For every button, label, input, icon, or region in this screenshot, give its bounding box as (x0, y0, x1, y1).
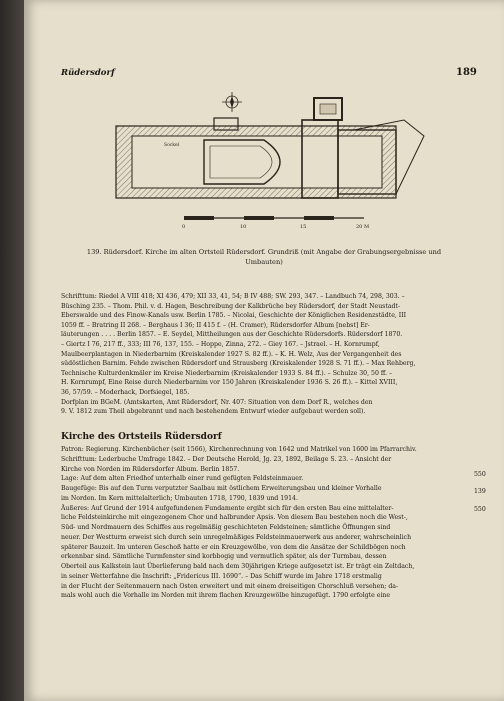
text-line: Baugefüge: Bis auf den Turm verputzter Saalbau mit östlichem Erweiterungsbau und kleiner Vorhalle (61, 485, 382, 492)
sources-line: läuterungen . . . . Berlin 1857. – E. Seydel, Mittheilungen aus der Geschichte Rüdersdorfs. Rüdersdorf 1870. (61, 331, 403, 339)
sources-line: Dorfplan im BGeM. (Amtskarten, Amt Rüdersdorf, Nr. 407: Situation von dem Dorf R., welches den (61, 398, 373, 406)
text-line: Oberteil aus Kalkstein laut Überlieferung bald nach dem 30jährigen Kriege aufgesetzt ist. Er trägt ein Zeltdach, (61, 563, 415, 570)
sources-line: 1059 ff. – Bratring II 268. – Berghaus I 36; II 415 f. – (H. Cramer), Rüdersdorfer Album [nebst] Er- (61, 321, 370, 329)
sources-line: 9. V. 1812 zum Theil abgebrannt und nach bestehendem Entwurf wieder aufgebaut werden soll). (61, 408, 366, 416)
text-line: in seiner Wetterfahne die Inschrift: „Fridericus III. 1690“. – Das Schiff wurde im Jahre 1718 erstmalig (61, 572, 382, 580)
sources-line: Maulbeerplantagen in Niederbarnim (Kreiskalender 1927 S. 82 ff.). – K. H. Welz, Aus der Vergangenheit des (61, 350, 402, 358)
text-line: Kirche von Norden im Rüdersdorfer Album. Berlin 1857. (61, 465, 240, 473)
section-heading: Kirche des Ortsteils Rüdersdorf (61, 432, 222, 442)
sources-line: 36, 57/59. – Moderhack, Dorfsiegel, 185. (61, 388, 190, 396)
church-floor-plan (64, 90, 464, 240)
sources-line: – Giertz I 76, 217 ff., 333; III 76, 137, 155. – Hoppe, Zinna, 272. – Giey 167. – Jstrael. – H. Kornrumpf, (61, 340, 380, 348)
page-number: 189 (456, 67, 477, 78)
svg-text:10: 10 (240, 224, 247, 230)
text-line: Süd- und Nordmauern des Schiffes aus regelmäßig geschichteten Feldsteinen; sämtliche Öffnungen sind (61, 524, 391, 531)
margin-note: 550 (474, 471, 486, 478)
svg-text:15: 15 (300, 224, 307, 230)
sources-block (61, 292, 461, 417)
svg-text:Sockel: Sockel (164, 143, 180, 148)
book-spine-edge (0, 0, 24, 701)
text-line: im Norden. Im Kern mittelalterlich; Umbauten 1718, 1790, 1839 und 1914. (61, 494, 298, 502)
sources-line: Eberswalde und des Finow-Kanals usw. Berlin 1785. – Nicolai, Geschichte der Königlichen Residenzstädte, III (61, 312, 407, 320)
sources-line: Schrifttum: Riedel A VIII 418; XI 436, 479; XII 33, 41, 54; B IV 488; SW. 293, 347. – Landbuch 74, 298, 303. – (61, 293, 405, 300)
book-page (24, 0, 504, 701)
figure-caption: 139. Rüdersdorf. Kirche im alten Ortsteil Rüdersdorf. Grundriß (mit Angabe der Grabungsergebnisse und Umbauten) (86, 248, 442, 266)
text-line: neuer. Der Westturm erweist sich durch sein unregelmäßiges Feldsteinmauerwerk aus anderer, wahrscheinlich (61, 533, 412, 541)
church-description (61, 445, 461, 601)
svg-text:0: 0 (182, 224, 186, 230)
sources-line: südöstlichen Barnim. Fehde zwischen Rüdersdorf und Strausberg (Kreiskalender 1928 S. 71 ff.). – Max Rehberg, (61, 360, 416, 368)
sources-line: H. Kornrumpf, Eine Reise durch Niederbarnim vor 150 Jahren (Kreiskalender 1936 S. 26 ff.). – Kittel XVIII, (61, 379, 398, 387)
sources-line: Büsching 235. – Thom. Phil. v. d. Hagen, Beschreibung der Kalkbrüche bey Rüdersdorf, der Stadt Neustadt- (61, 302, 401, 310)
text-line: in der Flucht der Seitenmauern nach Osten erweitert und mit einem dreiseitigen Chorschluß versehen; da- (61, 582, 399, 590)
text-line: mals wohl auch die Vorhalle im Norden mit ihrem flachen Kreuzgewölbe hinzugefügt. 1790 erfolgte eine (61, 592, 391, 600)
text-line: erkennbar sind. Sämtliche Turmfenster sind korbbogig und vermutlich später, als der Turmbau, dessen (61, 553, 387, 561)
text-line: Schrifttum: Lederbuche Umfrage 1842. – Der Deutsche Herold, Jg. 23, 1892, Beilage S. 23. – Ansicht der (61, 455, 392, 463)
text-line: Äußeres: Auf Grund der 1914 aufgefundenen Fundamente ergibt sich für den ersten Bau eine mittelalter- (61, 504, 394, 512)
margin-note: 139 (474, 488, 486, 495)
scale-bar (182, 216, 369, 230)
compass-icon (222, 92, 242, 112)
margin-note: 550 (474, 506, 486, 513)
text-line: liche Feldsteinkirche mit eingezogenem Chor und halbrunder Apsis. Von diesem Bau bestehen noch die West-, (61, 514, 408, 522)
text-line: Patron: Regierung. Kirchenbücher (seit 1566), Kirchenrechnung von 1642 und Matrikel von 1600 im Pfarrarchiv. (61, 446, 417, 453)
running-head: Rüdersdorf (61, 68, 115, 78)
sources-line: Technische Kulturdenkmäler im Kreise Niederbarnim (Kreiskalender 1933 S. 84 ff.). – Schulze 30, 50 ff. – (61, 369, 393, 377)
text-line: Lage: Auf dem alten Friedhof unterhalb einer rund gefügten Feldsteinmauer. (61, 475, 304, 483)
svg-text:20 M: 20 M (356, 224, 370, 230)
text-line: späterer Bauzeit. Im unteren Geschoß hatte er ein Kreuzgewölbe, von dem die Ansätze der Schildbögen noch (61, 543, 406, 551)
